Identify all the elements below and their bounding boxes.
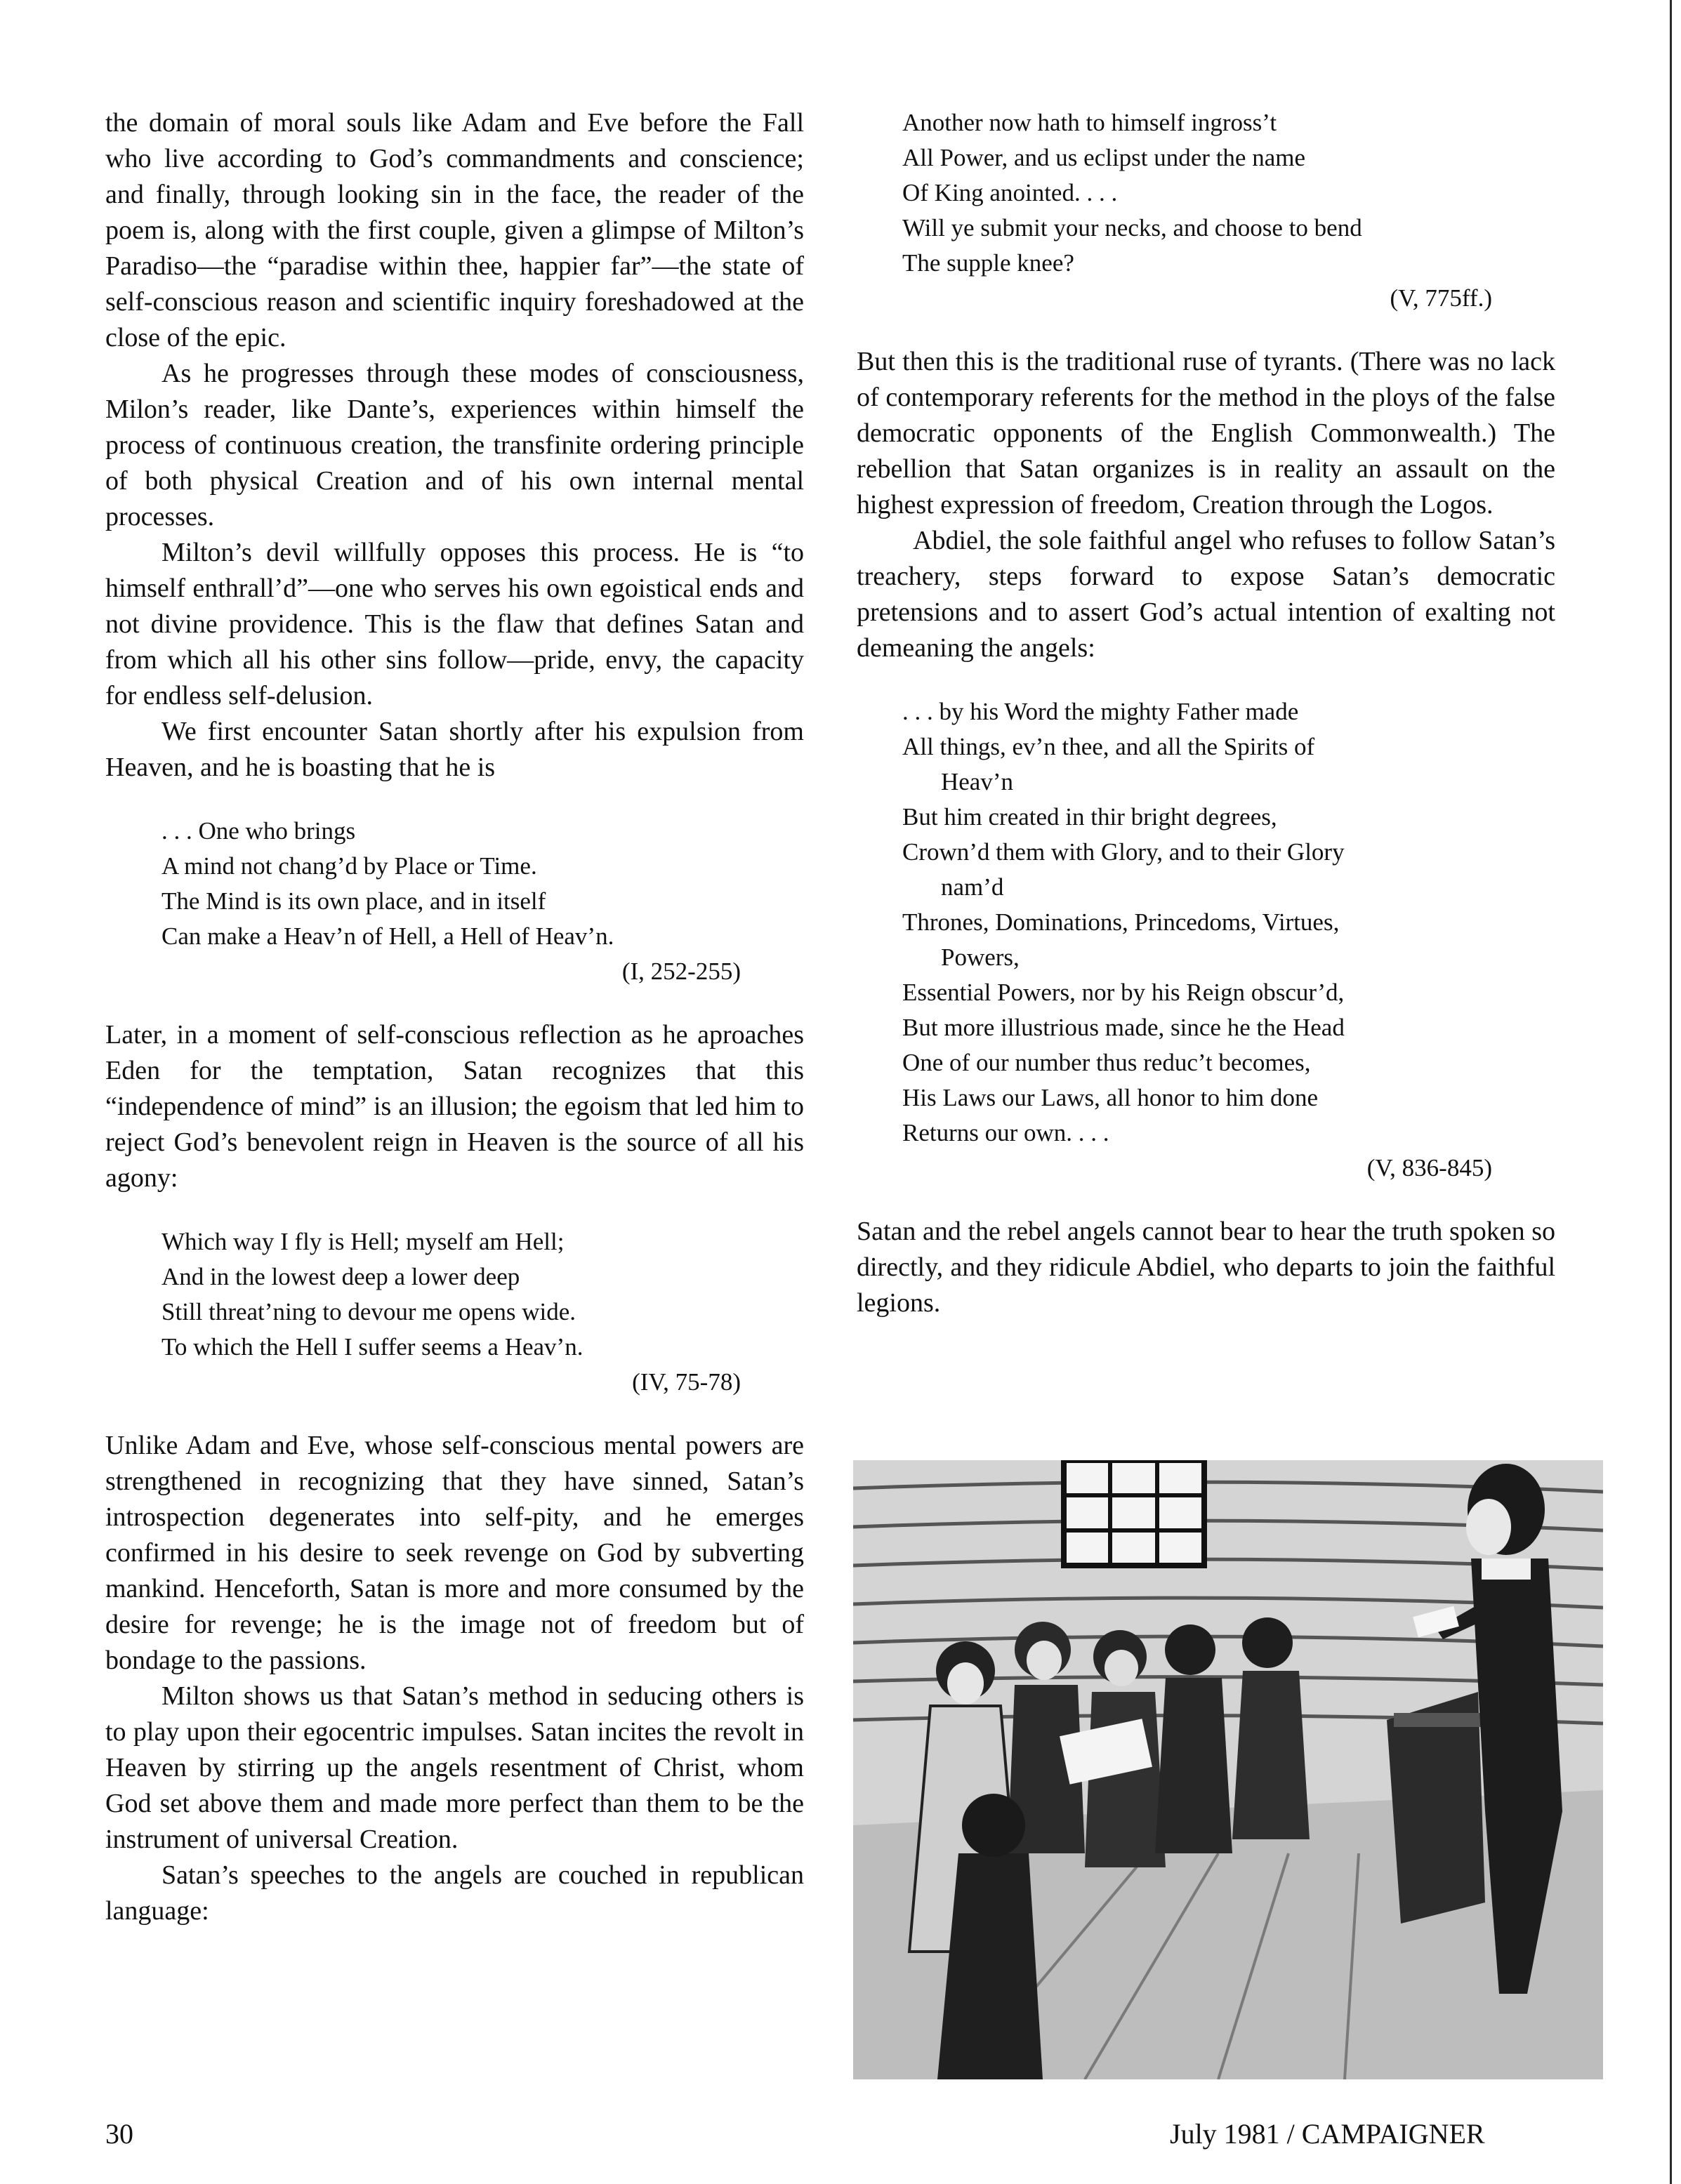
verse-line: Can make a Heav’n of Hell, a Hell of Heav’n. [161, 922, 614, 950]
paragraph: Unlike Adam and Eve, whose self-conscious mental powers are strengthened in recognizing that they have sinned, Satan’s introspection degenerates into self-pity, and he emerges confirmed in his desire to seek revenge on God by subverting mankind. Henceforth, Satan is more and more consumed by the desire for revenge; he is the image not of freedom but of bondage to the passions. [105, 1431, 804, 1675]
verse-line: Powers, [941, 944, 1020, 971]
verse-line: All Power, and us eclipst under the name [902, 144, 1306, 171]
verse-line: . . . by his Word the mighty Father made [902, 698, 1299, 725]
verse-citation: (IV, 75-78) [632, 1368, 741, 1396]
verse-line: Which way I fly is Hell; myself am Hell; [161, 1228, 565, 1255]
verse-line: His Laws our Laws, all honor to him done [902, 1084, 1318, 1111]
paragraph: Satan’s speeches to the angels are couched in republican language: [105, 1860, 804, 1926]
verse-line: Of King anointed. . . . [902, 179, 1118, 206]
verse-line: Heav’n [941, 768, 1014, 795]
right-column [857, 105, 1555, 1321]
paragraph: Later, in a moment of self-conscious reflection as he aproaches Eden for the temptation, Satan recognizes that this “independence of mind” is an illusion; the egoism that led him to reject God’s benevolent reign in Heaven is the source of all his agony: [105, 1020, 804, 1193]
verse-quote [902, 105, 1555, 316]
paragraph: the domain of moral souls like Adam and Eve before the Fall who live according to God’s commandments and conscience; and finally, through looking sin in the face, the reader of the poem is, along with the first couple, given a glimpse of Milton’s Paradiso—the “paradise within thee, happier far”—the state of self-conscious reason and scientific inquiry foreshadowed at the close of the epic. [105, 108, 804, 352]
verse-line: Returns our own. . . . [902, 1119, 1109, 1146]
verse-line: One of our number thus reduc’t becomes, [902, 1049, 1311, 1076]
verse-line: nam’d [941, 873, 1004, 901]
verse-line: But more illustrious made, since he the Head [902, 1014, 1345, 1041]
paragraph: But then this is the traditional ruse of tyrants. (There was no lack of contemporary referents for the method in the ploys of the false democratic opponents of the English Commonwealth.) The rebellion that Satan organizes is in reality an assault on the highest expression of freedom, Creation through the Logos. [857, 347, 1555, 519]
verse-quote [902, 694, 1555, 1186]
verse-line: To which the Hell I suffer seems a Heav’n. [161, 1333, 584, 1361]
verse-line: But him created in thir bright degrees, [902, 803, 1277, 830]
verse-line: Another now hath to himself ingross’t [902, 109, 1277, 136]
classroom-illustration [853, 1460, 1603, 2079]
left-column [105, 105, 804, 1929]
verse-line: Will ye submit your necks, and choose to bend [902, 214, 1362, 241]
verse-citation: (V, 775ff.) [1390, 284, 1492, 312]
verse-quote [161, 814, 804, 989]
verse-line: The Mind is its own place, and in itself [161, 887, 546, 915]
verse-line: Crown’d them with Glory, and to their Glory [902, 838, 1345, 866]
paragraph: Abdiel, the sole faithful angel who refuses to follow Satan’s treachery, steps forward to expose Satan’s democratic pretensions and to assert God’s actual intention of exalting not demeaning the angels: [857, 526, 1555, 663]
verse-quote [161, 1224, 804, 1400]
verse-line: Essential Powers, nor by his Reign obscur’d, [902, 979, 1345, 1006]
paragraph: We first encounter Satan shortly after his expulsion from Heaven, and he is boasting that he is [105, 717, 804, 782]
paragraph: As he progresses through these modes of consciousness, Milon’s reader, like Dante’s, experiences within himself the process of continuous creation, the transfinite ordering principle of both physical Creation and of his own internal mental processes. [105, 359, 804, 531]
verse-line: A mind not chang’d by Place or Time. [161, 852, 537, 880]
verse-citation: (I, 252-255) [621, 958, 741, 985]
verse-line: Still threat’ning to devour me opens wide. [161, 1298, 576, 1325]
verse-line: Thrones, Dominations, Princedoms, Virtues, [902, 908, 1340, 936]
running-footer: July 1981 / CAMPAIGNER [1170, 2118, 1485, 2150]
verse-line: . . . One who brings [161, 817, 356, 845]
paragraph: Milton shows us that Satan’s method in seducing others is to play upon their egocentric impulses. Satan incites the revolt in Heaven by stirring up the angels resentment of Christ, whom God set above them and made more perfect than them to be the instrument of universal Creation. [105, 1681, 804, 1854]
page-number: 30 [105, 2118, 133, 2150]
verse-line: All things, ev’n thee, and all the Spirits of [902, 733, 1315, 760]
paragraph: Milton’s devil willfully opposes this process. He is “to himself enthrall’d”—one who serves his own egoistical ends and not divine providence. This is the flaw that defines Satan and from which all his other sins follow—pride, envy, the capacity for endless self-delusion. [105, 538, 804, 710]
verse-line: And in the lowest deep a lower deep [161, 1263, 520, 1290]
scan-edge-line [1670, 0, 1672, 2184]
verse-citation: (V, 836-845) [1366, 1154, 1492, 1182]
paragraph: Satan and the rebel angels cannot bear to hear the truth spoken so directly, and they ridicule Abdiel, who departs to join the faithful legions. [857, 1217, 1555, 1318]
verse-line: The supple knee? [902, 249, 1074, 277]
